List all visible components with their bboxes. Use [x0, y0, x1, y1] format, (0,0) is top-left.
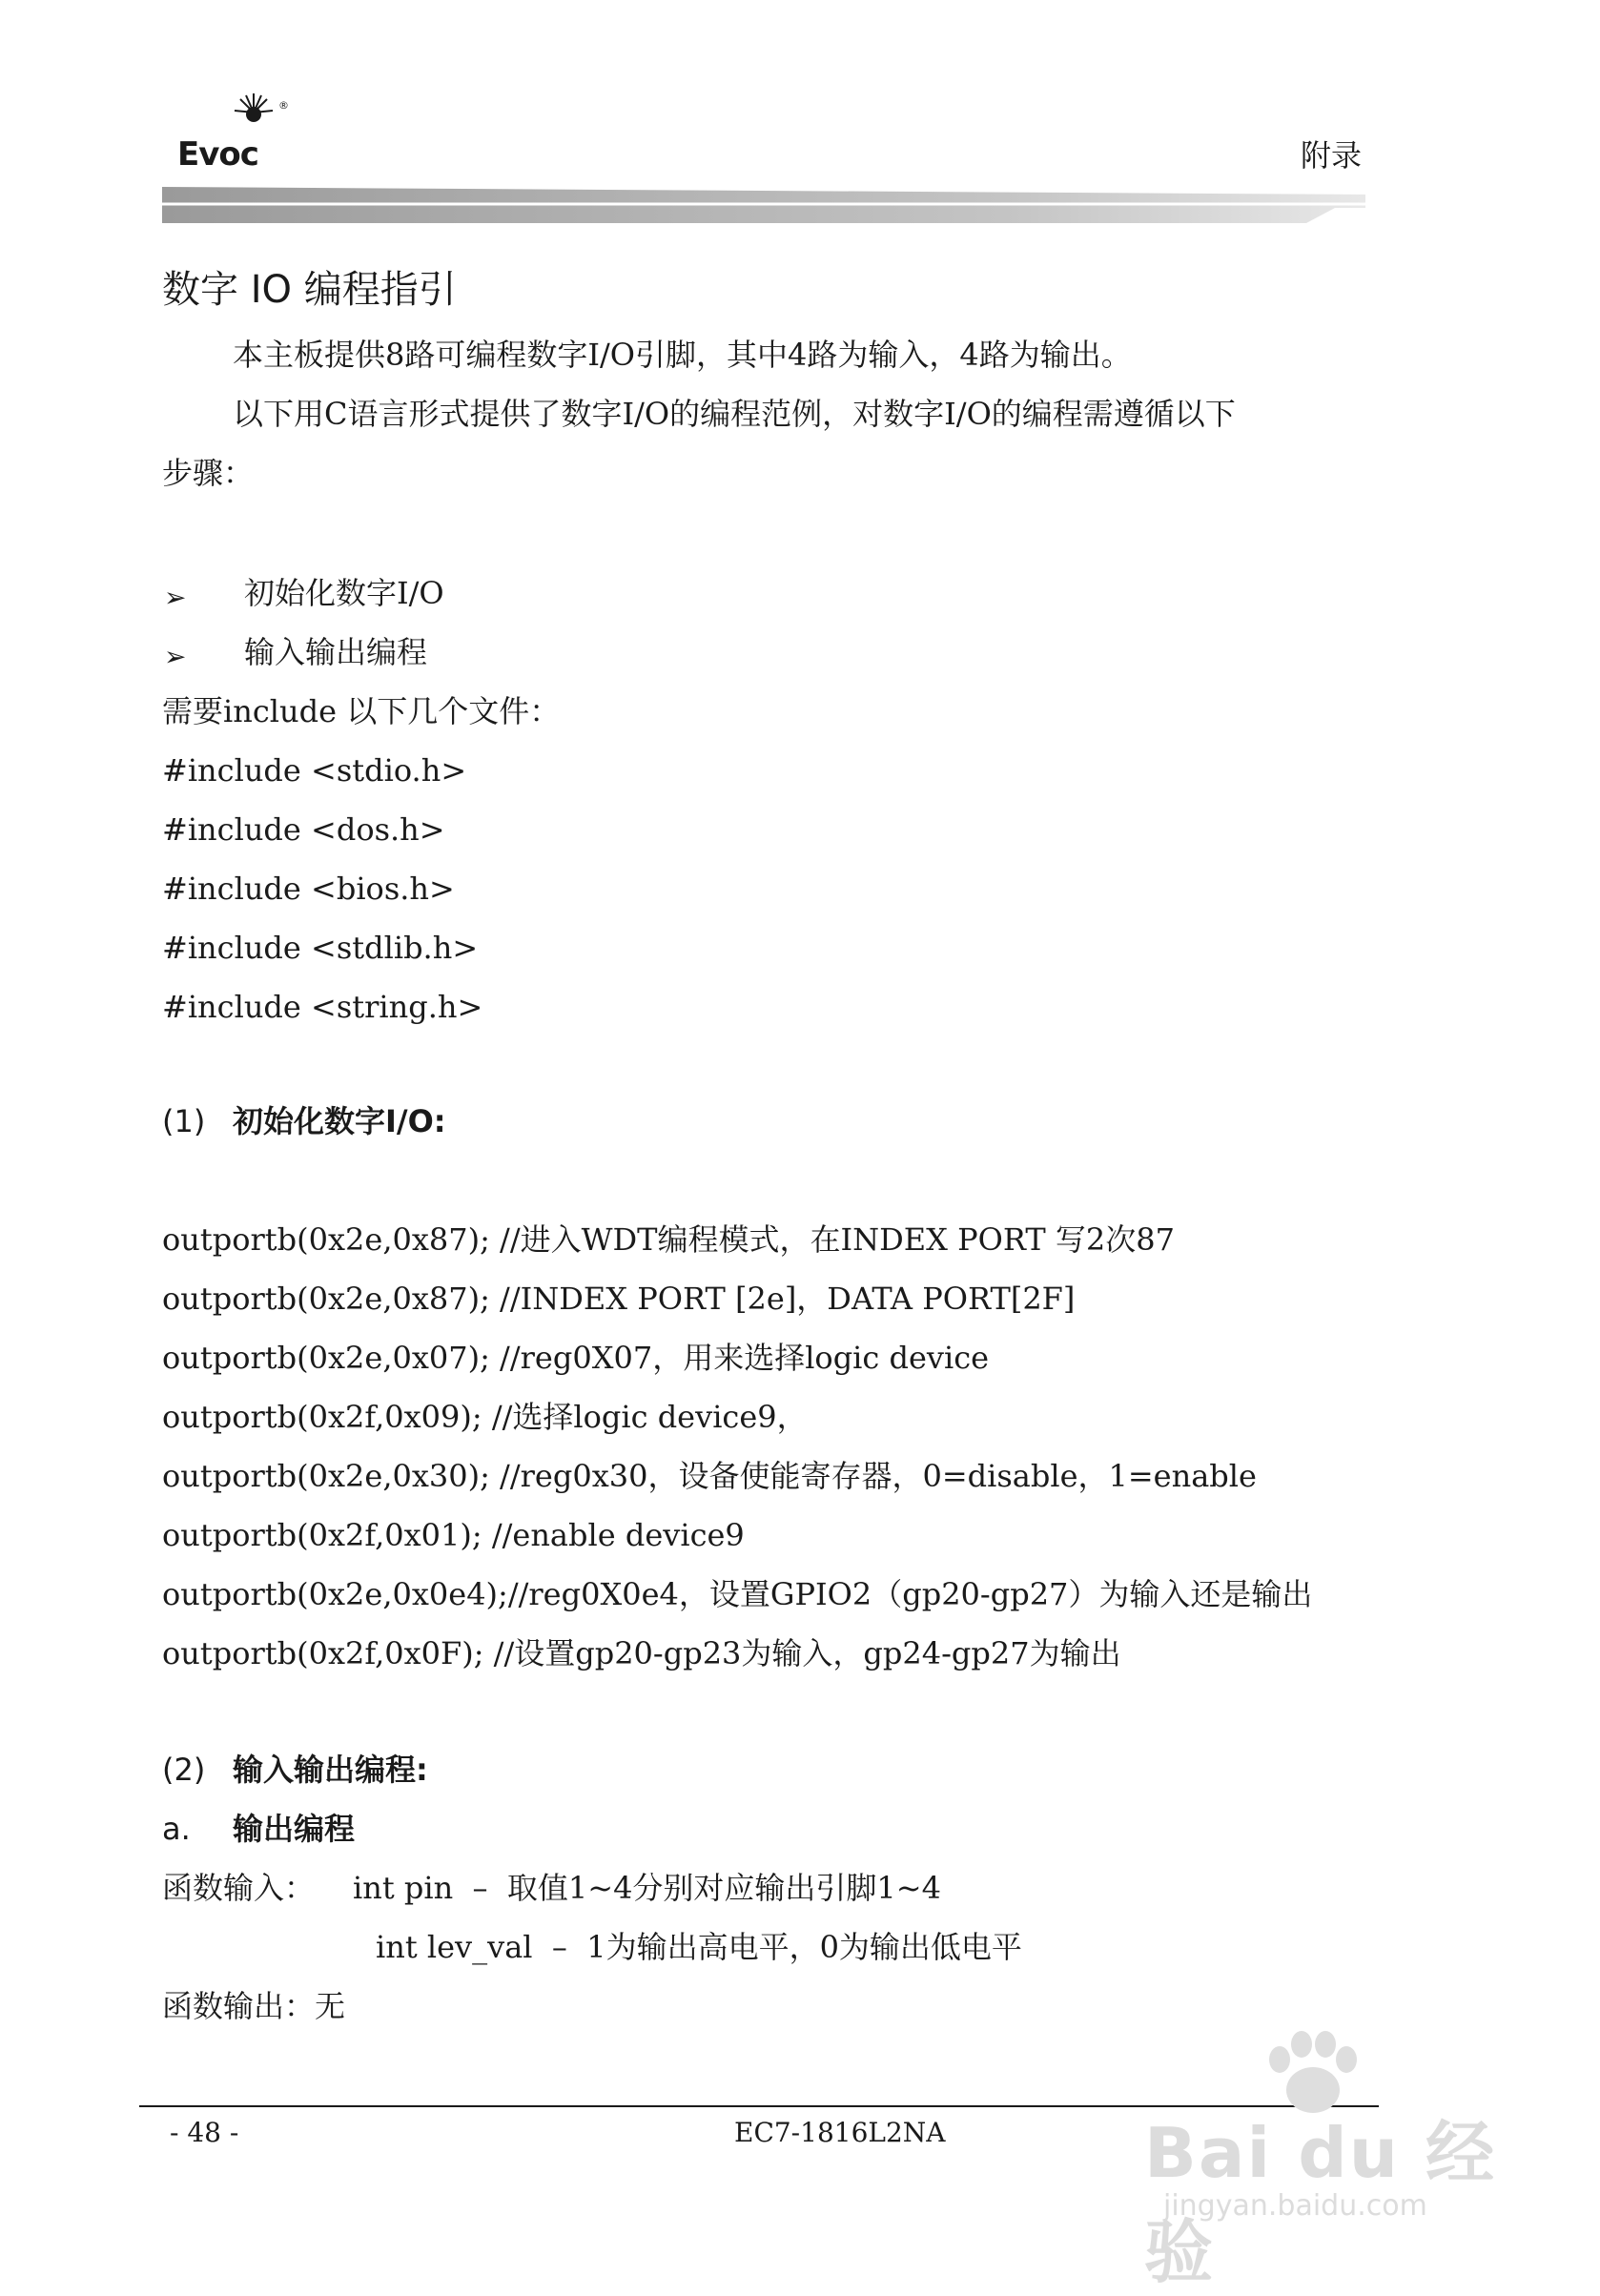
include-line: #include <dos.h>	[162, 811, 445, 848]
func-param: int lev_val – 1为输出高电平，0为输出低电平	[376, 1929, 1022, 1965]
section-2-number: (2)	[162, 1752, 206, 1788]
section-2-title: 输入输出编程:	[233, 1752, 428, 1788]
intro-line-1: 本主板提供8路可编程数字I/O引脚，其中4路为输入，4路为输出。	[233, 337, 1132, 373]
func-param: int pin – 取值1~4分别对应输出引脚1~4	[353, 1870, 941, 1906]
baidu-watermark	[1135, 2031, 1535, 2292]
code-line: outportb(0x2f,0x0F); //设置gp20-gp23为输入，gp24-gp27为输出	[162, 1635, 1121, 1671]
code-line: outportb(0x2e,0x0e4);//reg0X0e4，设置GPIO2（gp20-gp27）为输入还是输出	[162, 1576, 1313, 1612]
section-1-number: (1)	[162, 1103, 206, 1139]
step-item: 初始化数字I/O	[244, 575, 444, 611]
intro-line-3: 步骤：	[162, 455, 255, 491]
code-line: outportb(0x2e,0x30); //reg0x30，设备使能寄存器，0=disable，1=enable	[162, 1458, 1257, 1494]
include-intro: 需要include 以下几个文件：	[162, 693, 561, 729]
subsection-a-title: 输出编程	[233, 1811, 356, 1847]
page-title: 数字 IO 编程指引	[162, 268, 457, 312]
code-line: outportb(0x2e,0x87); //进入WDT编程模式，在INDEX PORT 写2次87	[162, 1221, 1176, 1258]
func-input-label: 函数输入：	[162, 1870, 316, 1906]
evoc-logo	[177, 92, 292, 177]
section-1-title: 初始化数字I/O:	[233, 1103, 446, 1139]
logo-text: Evoc	[177, 135, 258, 174]
include-line: #include <stdlib.h>	[162, 930, 479, 966]
step-item: 输入输出编程	[244, 634, 428, 670]
include-line: #include <string.h>	[162, 989, 483, 1025]
subsection-a-number: a.	[162, 1811, 191, 1847]
bullet-icon: ➢	[164, 582, 187, 613]
watermark-url: jingyan.baidu.com	[1163, 2189, 1427, 2223]
code-line: outportb(0x2f,0x01); //enable device9	[162, 1517, 745, 1553]
page-number: - 48 -	[170, 2117, 239, 2148]
watermark-brand: Bai du 经验	[1144, 2113, 1497, 2292]
code-line: outportb(0x2e,0x07); //reg0X07，用来选择logic device	[162, 1340, 990, 1376]
include-line: #include <bios.h>	[162, 871, 455, 907]
func-output: 函数输出：无	[162, 1988, 346, 2024]
bullet-icon: ➢	[164, 641, 187, 672]
registered-mark: ®	[278, 99, 289, 112]
code-line: outportb(0x2f,0x09); //选择logic device9，	[162, 1399, 808, 1435]
header-section-label: 附录	[1300, 137, 1362, 174]
include-line: #include <stdio.h>	[162, 752, 467, 789]
code-line: outportb(0x2e,0x87); //INDEX PORT [2e]，DATA PORT[2F]	[162, 1281, 1076, 1317]
header-divider	[162, 187, 1365, 225]
sun-burst-icon	[233, 92, 275, 133]
model-number: EC7-1816L2NA	[734, 2117, 946, 2148]
intro-line-2: 以下用C语言形式提供了数字I/O的编程范例，对数字I/O的编程需遵循以下	[233, 396, 1236, 432]
